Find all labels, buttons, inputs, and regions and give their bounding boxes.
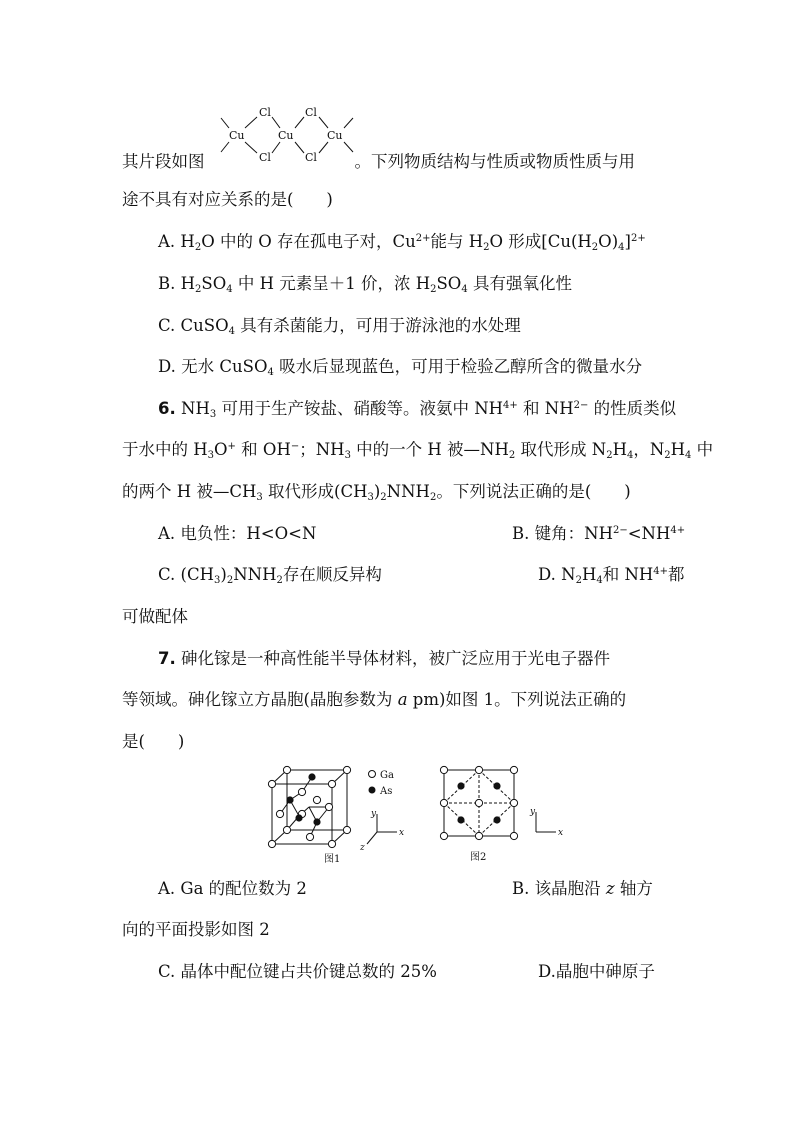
q5-line-2: 途不具有对应关系的是( )	[122, 190, 333, 209]
legend-as: As	[380, 786, 393, 797]
q6-option-c: C. $(CH_3)_2NNH_2$存在顺反异构	[158, 565, 382, 586]
q6-option-d-cont: 可做配体	[122, 607, 188, 626]
fig2-caption: 图2	[470, 852, 487, 863]
q7-option-b-cont: 向的平面投影如图 2	[122, 920, 270, 939]
q7-number: 7.	[158, 649, 176, 668]
ga-atom	[298, 788, 305, 795]
ga-atom	[328, 780, 335, 787]
q6-option-d: D. $N_2H_4$和 $NH^{4+}$都	[538, 565, 685, 586]
ga-atom	[283, 826, 290, 833]
ga-atom	[475, 832, 482, 839]
ga-atom	[440, 799, 447, 806]
q5-line-1: 其片段如图 。下列物质结构与性质或物质性质与用	[122, 152, 635, 171]
fig1-caption: 图1	[324, 854, 341, 865]
q6-line-3: 的两个 H 被$—CH_3$ 取代形成$(CH_3)_2NNH_2$。下列说法正确的是( )	[122, 482, 631, 503]
as-atom	[457, 816, 464, 823]
axis-x-label: x	[399, 828, 405, 838]
ga-atom	[313, 796, 320, 803]
q5-option-b: B. $H_2SO_4$ 中 H 元素呈＋1 价，浓 $H_2SO_4$ 具有强氧化性	[158, 274, 572, 295]
q7-option-a: A. Ga 的配位数为 2	[158, 879, 307, 898]
ga-atom	[268, 780, 275, 787]
q7-option-c: C. 晶体中配位键占共价键总数的 25%	[158, 962, 437, 981]
as-atom	[308, 773, 315, 780]
q5-option-a: A. $H_2O$ 中的 O 存在孤电子对，$Cu^{2+}$能与 $H_2O$ 形成$[Cu(H_2O)_4]^{2+}$	[158, 232, 646, 253]
q7-option-d: D.晶胞中砷原子	[538, 962, 655, 981]
ga-atom	[440, 766, 447, 773]
chain-cu-3: Cu	[327, 129, 343, 142]
ga-atom	[276, 810, 283, 817]
ga-atom	[510, 766, 517, 773]
as-atom	[493, 816, 500, 823]
ga-atom	[510, 799, 517, 806]
axis-x-label-2: x	[558, 828, 564, 838]
ga-atom	[475, 799, 482, 806]
as-atom	[493, 782, 500, 789]
ga-atom	[343, 826, 350, 833]
q7-line-1: 7. 砷化镓是一种高性能半导体材料，被广泛应用于光电子器件	[158, 649, 610, 668]
chain-cu-2: Cu	[278, 129, 294, 142]
q6-number: 6.	[158, 399, 176, 418]
figure-2-projection	[434, 762, 574, 867]
ga-atom	[510, 832, 517, 839]
chain-cl-bot-1: Cl	[259, 151, 271, 164]
q6-option-b: B. 键角：$NH^{2-}<NH^{4+}$	[512, 524, 686, 543]
chain-cl-top-2: Cl	[305, 106, 317, 119]
as-atom	[286, 796, 293, 803]
ga-atom	[268, 840, 275, 847]
figure-1-unit-cell	[262, 762, 412, 867]
q7-option-b: B. 该晶胞沿 z 轴方	[512, 879, 653, 898]
q7-line-2: 等领域。砷化镓立方晶胞(晶胞参数为 a pm)如图 1。下列说法正确的	[122, 690, 627, 709]
chain-cl-bot-2: Cl	[305, 151, 317, 164]
ga-atom	[328, 840, 335, 847]
q6-option-a: A. 电负性：H<O<N	[158, 524, 317, 543]
ga-atom	[440, 832, 447, 839]
axis-z-label: z	[360, 843, 365, 853]
ga-atom	[475, 766, 482, 773]
axis-y-label: y	[371, 809, 377, 819]
chain-cl-top-1: Cl	[259, 106, 271, 119]
q5-option-d: D. 无水 CuSO$_4$ 吸水后显现蓝色，可用于检验乙醇所含的微量水分	[158, 357, 643, 378]
as-atom	[295, 814, 302, 821]
chain-cu-1: Cu	[229, 129, 245, 142]
axis-y-label-2: y	[530, 807, 536, 817]
ga-atom	[325, 803, 332, 810]
q7-line-3: 是( )	[122, 732, 185, 751]
as-atom	[457, 782, 464, 789]
q5-option-c: C. CuSO$_4$ 具有杀菌能力，可用于游泳池的水处理	[158, 316, 521, 337]
legend-ga: Ga	[380, 770, 394, 781]
ga-atom	[283, 766, 290, 773]
q6-line-2: 于水中的 $H_3O^+$ 和 OH−；$NH_3$ 中的一个 H 被$—NH_2$ 取代形成 $N_2H_4$，$N_2H_4$ 中	[122, 440, 714, 461]
ga-atom	[343, 766, 350, 773]
ga-atom	[306, 833, 313, 840]
q6-line-1: 6. $NH_3$ 可用于生产铵盐、硝酸等。液氨中 $NH^{4+}$ 和 $NH^{2-}$ 的性质类似	[158, 399, 677, 420]
as-atom	[313, 818, 320, 825]
